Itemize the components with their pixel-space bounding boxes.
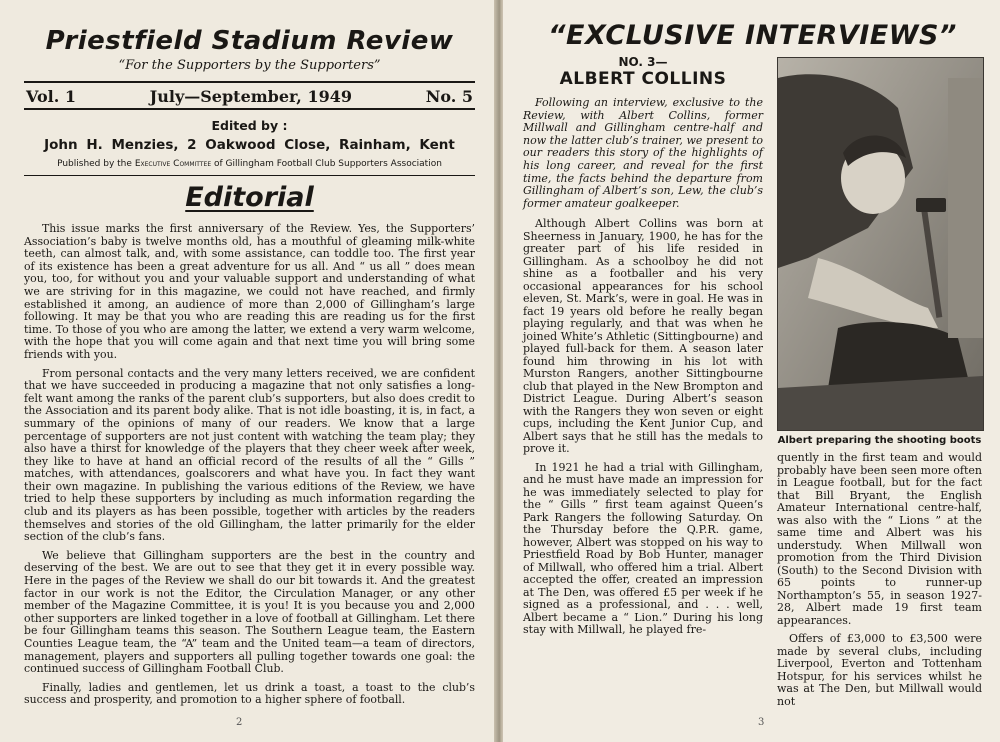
left-page [0, 0, 497, 742]
interviews-heading: “EXCLUSIVE INTERVIEWS” [548, 20, 957, 51]
published-committee: Executive Committee [134, 159, 212, 169]
editorial-body [24, 223, 475, 707]
series-number: NO. 3— [618, 55, 668, 69]
edited-by-label: Edited by : [211, 118, 288, 133]
editorial-paragraph: This issue marks the first anniversary of the Review. Yes, the Supporters’ Association’s baby is twelve months old, has a mouthful of gleaming milk-white teeth, can almost talk, and, with some assistance, can toddle too. The first year of its existence has been a great adventure for us all. And “ us all ” does mean you, too, for without you and your valuable support and understanding of what we are striving for in this magazine, we could not have reached, and firmly established it among, an audience of more than 2,000 of Gillingham’s large following. It may be that you who are reading this are reading us for the first time. To those of you who are among the latter, we extend a very warm welcome, with the hope that you will come again and that next time you will bring some friends with you. [24, 222, 475, 361]
interview-left-column [523, 53, 763, 714]
editor-address: John H. Menzies, 2 Oakwood Close, Rainham, Kent [44, 137, 455, 153]
issue-period: July—September, 1949 [149, 87, 352, 106]
interview-paragraph: Although Albert Collins was born at Sheerness in January, 1900, he has for the greater part of his life resided in Gillingham. As a schoolboy he did not shine as a footballer and his very occasional appearances for his school eleven, St. Mark’s, were in goal. He was in fact 19 years old before he really began playing regularly, and that was when he joined White’s Athletic (Sittingbourne) and played full-back for them. A season later found him throwing in his lot with Murston Rangers, another Sittingbourne club that played in the New Brompton and District League. During Albert’s season with the Rangers they won seven or eight cups, including the Kent Junior Cup, and Albert says that he still has the medals to prove it. [523, 217, 763, 456]
interview-body-left [523, 218, 763, 637]
volume: Vol. 1 [26, 87, 76, 106]
editorial-heading: Editorial [185, 182, 314, 213]
issue-bar [24, 81, 475, 110]
right-page [503, 0, 1000, 742]
interview-paragraph: Offers of £3,000 to £3,500 were made by several clubs, including Liverpool, Everton and Tottenham Hotspur, for his services whilst he was at The Den, but Millwall would not [777, 632, 982, 708]
page-number: 2 [236, 717, 243, 728]
published-suffix: of Gillingham Football Club Supporters Association [213, 159, 442, 169]
interview-right-column [777, 53, 982, 714]
page-number: 3 [758, 717, 765, 728]
tagline: “For the Supporters by the Supporters” [118, 58, 381, 73]
editorial-paragraph: Finally, ladies and gentlemen, let us drink a toast, a toast to the club’s success and prosperity, and promotion to a higher sphere of football. [24, 680, 475, 707]
divider [24, 175, 475, 176]
interview-subject: ALBERT COLLINS [559, 69, 727, 89]
photo-illustration [778, 58, 983, 430]
interview-intro: Following an interview, exclusive to the Review, with Albert Collins, former Millwall and Gillingham centre-half and now the latter club’s trainer, we present to our readers this story of the highlights of his long career, and reveal for the first time, the facts behind the departure from Gillingham of Albert’s son, Lew, the club’s former amateur goalkeeper. [523, 96, 763, 210]
masthead: Priestfield Stadium Review [45, 26, 454, 56]
issue-number: No. 5 [425, 87, 473, 106]
photo-albert-collins [777, 57, 984, 431]
editorial-paragraph: We believe that Gillingham supporters are the best in the country and deserving of the best. We are out to see that they get it in every possible way. Here in the pages of the Review we shall do our bit towards it. And the greatest factor in our work is not the Editor, the Circulation Manager, or any other member of the Magazine Committee, it is you! It is you because you and 2,000 other supporters are linked together in a love of football at Gillingham. Let there be four Gillingham teams this season. The Southern League team, the Eastern Counties League team, the “A” team and the United team—a team of directors, management, players and supporters all pulling together towards one goal: the continued success of Gillingham Football Club. [24, 548, 475, 676]
interview-columns [523, 53, 982, 714]
interview-body-right [777, 452, 982, 708]
interview-paragraph: quently in the first team and would probably have been seen more often in League football, but for the fact that Bill Bryant, the English Amateur International centre-half, was also with the “ Lions ” at the same time and Albert was his understudy. When Millwall won promotion from the Third Division (South) to the Second Division with 65 points to runner-up Northampton’s 55, in season 1927-28, Albert made 19 first team appearances. [777, 451, 982, 627]
interview-paragraph: In 1921 he had a trial with Gillingham, and he must have made an impression for he was immediately selected to play for the “ Gills ” first team against Queen’s Park Rangers the following Saturday. On the Thursday before the Q.P.R. game, however, Albert was stopped on his way to Priestfield Road by Bob Hunter, manager of Millwall, who offered him a trial. Albert accepted the offer, created an impression at The Den, was offered £5 per week if he signed as a professional, and . . . well, Albert became a “ Lion.” During his long stay with Millwall, he played fre- [523, 460, 763, 637]
editorial-paragraph: From personal contacts and the very many letters received, we are confident that we have succeeded in producing a magazine that not only satisfies a long-felt want among the ranks of the parent club’s supporters, but also does credit to the Association and its parent body alike. That is not idle boasting, it is, in fact, a summary of the opinions of many of our readers. We know that a large percentage of supporters are not just content with watching the team play; they also have a thirst for knowledge of the players that they cheer week after week, they like to have at hand an official record of the results of all the “ Gills ” matches, with attendances, goalscorers and what have you. In fact they want their own magazine. In publishing the various editions of the Review, we have tried to help these supporters by including as much information regarding the club and its players as has been possible, together with articles by the readers themselves and stories of the old Gillingham, the latter primarily for the elder section of the club’s fans. [24, 366, 475, 544]
publisher-line [24, 159, 475, 169]
photo-caption: Albert preparing the shooting boots [777, 435, 982, 446]
published-prefix: Published by the [57, 159, 132, 169]
